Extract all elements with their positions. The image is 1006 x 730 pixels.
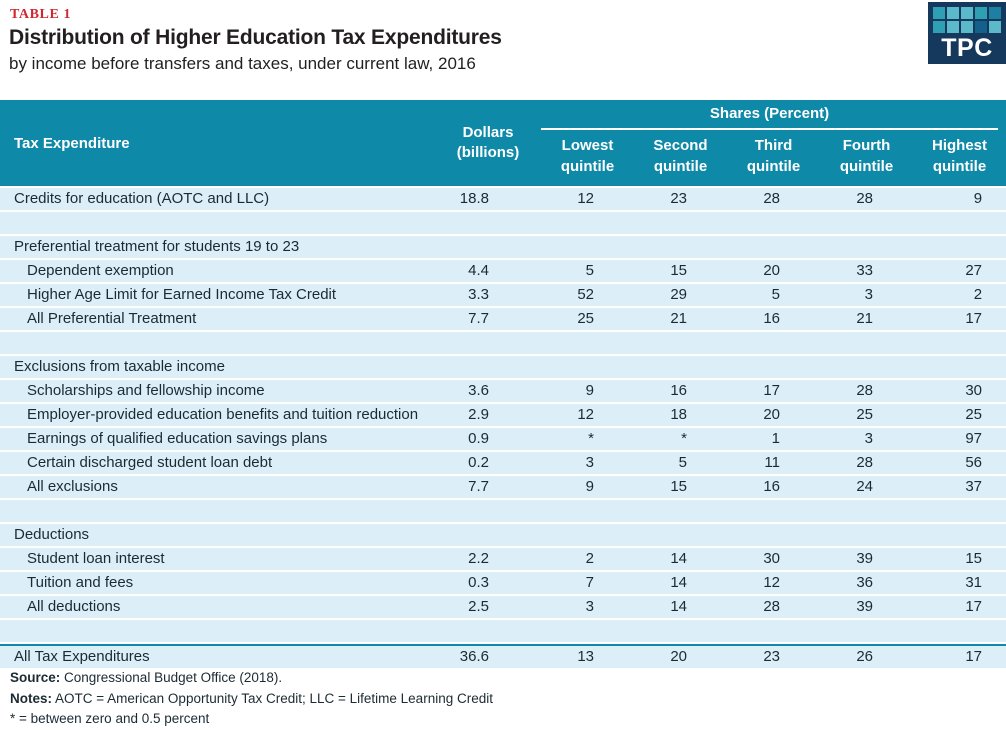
logo-square-icon xyxy=(947,21,959,33)
row-value: 3.3 xyxy=(435,282,541,306)
row-value xyxy=(913,234,1006,258)
row-value xyxy=(727,522,820,546)
page-title: Distribution of Higher Education Tax Expenditures xyxy=(9,26,502,49)
row-label: All Preferential Treatment xyxy=(0,306,435,330)
row-label: Preferential treatment for students 19 to 23 xyxy=(0,234,435,258)
table-body xyxy=(0,186,1006,668)
row-label: All exclusions xyxy=(0,474,435,498)
row-value xyxy=(820,330,913,354)
row-value: 17 xyxy=(913,306,1006,330)
row-value xyxy=(435,210,541,234)
row-value: 7.7 xyxy=(435,474,541,498)
row-value xyxy=(913,210,1006,234)
tpc-logo-text: TPC xyxy=(941,34,993,62)
table-row-data xyxy=(0,594,1006,618)
table-row-total xyxy=(0,644,1006,668)
row-value: 2.9 xyxy=(435,402,541,426)
row-value: 25 xyxy=(913,402,1006,426)
footer-notes xyxy=(10,668,1000,730)
row-value: 20 xyxy=(634,644,727,668)
row-label: Higher Age Limit for Earned Income Tax Credit xyxy=(0,282,435,306)
column-header-tax-expenditure: Tax Expenditure xyxy=(0,100,435,186)
table-row-data xyxy=(0,282,1006,306)
row-value xyxy=(913,354,1006,378)
document-header xyxy=(0,0,1006,100)
page-subtitle: by income before transfers and taxes, under current law, 2016 xyxy=(9,54,476,73)
table-row-data xyxy=(0,306,1006,330)
row-value xyxy=(634,330,727,354)
notes-note xyxy=(10,689,1000,710)
row-value: 20 xyxy=(727,258,820,282)
row-value: 36.6 xyxy=(435,644,541,668)
row-value xyxy=(435,330,541,354)
column-header-fourth-quintile: Fourth quintile xyxy=(820,130,913,186)
row-label: Tuition and fees xyxy=(0,570,435,594)
row-value xyxy=(634,498,727,522)
row-value: 7.7 xyxy=(435,306,541,330)
row-value: * xyxy=(541,426,634,450)
row-value xyxy=(913,498,1006,522)
table-row-data xyxy=(0,378,1006,402)
table-row-section xyxy=(0,234,1006,258)
row-value: 26 xyxy=(820,644,913,668)
source-note xyxy=(10,668,1000,689)
row-label xyxy=(0,498,435,522)
row-value: 39 xyxy=(820,594,913,618)
row-value: 12 xyxy=(541,402,634,426)
row-value: 11 xyxy=(727,450,820,474)
source-label: Source: xyxy=(10,670,61,685)
row-label: Credits for education (AOTC and LLC) xyxy=(0,186,435,210)
table-row-data xyxy=(0,426,1006,450)
row-value xyxy=(820,210,913,234)
row-value: 2.2 xyxy=(435,546,541,570)
table-row-data xyxy=(0,402,1006,426)
row-value xyxy=(727,330,820,354)
row-value: 5 xyxy=(634,450,727,474)
distribution-table xyxy=(0,100,1006,668)
table-row-data xyxy=(0,546,1006,570)
row-value: 2 xyxy=(541,546,634,570)
row-value xyxy=(541,618,634,644)
row-label: Exclusions from taxable income xyxy=(0,354,435,378)
row-value xyxy=(541,522,634,546)
table-header xyxy=(0,100,1006,186)
row-label: Scholarships and fellowship income xyxy=(0,378,435,402)
column-header-second-quintile: Second quintile xyxy=(634,130,727,186)
row-value: 25 xyxy=(541,306,634,330)
row-value: 12 xyxy=(727,570,820,594)
row-value: 29 xyxy=(634,282,727,306)
row-value xyxy=(634,234,727,258)
row-value: 14 xyxy=(634,594,727,618)
row-value xyxy=(435,618,541,644)
notes-text: AOTC = American Opportunity Tax Credit; LLC = Lifetime Learning Credit xyxy=(52,690,493,706)
row-label xyxy=(0,618,435,644)
row-value: 28 xyxy=(820,186,913,210)
row-value: 28 xyxy=(820,378,913,402)
tpc-logo xyxy=(928,2,1006,64)
row-value: 15 xyxy=(913,546,1006,570)
row-value xyxy=(435,498,541,522)
row-value: 9 xyxy=(541,474,634,498)
table-row-empty xyxy=(0,618,1006,644)
table-row-data xyxy=(0,474,1006,498)
row-value xyxy=(634,210,727,234)
row-value xyxy=(541,498,634,522)
row-value: 52 xyxy=(541,282,634,306)
table-row-section xyxy=(0,522,1006,546)
row-value: 5 xyxy=(541,258,634,282)
row-label: Student loan interest xyxy=(0,546,435,570)
row-value xyxy=(727,234,820,258)
row-value: 0.9 xyxy=(435,426,541,450)
row-value: 36 xyxy=(820,570,913,594)
row-value: 14 xyxy=(634,570,727,594)
logo-square-icon xyxy=(975,7,987,19)
row-value: 16 xyxy=(634,378,727,402)
row-label: All deductions xyxy=(0,594,435,618)
row-value xyxy=(820,234,913,258)
row-value: 2.5 xyxy=(435,594,541,618)
column-header-third-quintile: Third quintile xyxy=(727,130,820,186)
logo-square-icon xyxy=(989,7,1001,19)
row-value: 56 xyxy=(913,450,1006,474)
row-value xyxy=(541,354,634,378)
notes-label: Notes: xyxy=(10,690,53,706)
logo-square-icon xyxy=(975,21,987,33)
row-value: 37 xyxy=(913,474,1006,498)
row-value: 14 xyxy=(634,546,727,570)
row-value xyxy=(727,210,820,234)
row-value xyxy=(634,354,727,378)
row-value xyxy=(727,618,820,644)
table-row-empty xyxy=(0,498,1006,522)
row-label: Dependent exemption xyxy=(0,258,435,282)
row-value: 3 xyxy=(820,426,913,450)
row-label: All Tax Expenditures xyxy=(0,644,435,668)
row-value: 3 xyxy=(541,594,634,618)
row-value: 7 xyxy=(541,570,634,594)
row-label: Employer-provided education benefits and tuition reduction xyxy=(0,402,435,426)
row-value: 30 xyxy=(913,378,1006,402)
table-number-tag: TABLE 1 xyxy=(10,7,72,22)
row-value xyxy=(727,498,820,522)
row-value: 9 xyxy=(541,378,634,402)
row-value: 20 xyxy=(727,402,820,426)
row-value xyxy=(634,522,727,546)
table-row-data xyxy=(0,186,1006,210)
row-label xyxy=(0,330,435,354)
row-value xyxy=(913,618,1006,644)
tpc-logo-grid-icon xyxy=(933,7,1001,33)
row-value xyxy=(727,354,820,378)
row-value: 31 xyxy=(913,570,1006,594)
row-value: 0.2 xyxy=(435,450,541,474)
column-header-dollars: Dollars (billions) xyxy=(435,100,541,186)
logo-square-icon xyxy=(961,7,973,19)
row-value: 13 xyxy=(541,644,634,668)
row-value xyxy=(541,210,634,234)
row-label: Earnings of qualified education savings plans xyxy=(0,426,435,450)
row-value: 28 xyxy=(820,450,913,474)
row-value: 17 xyxy=(727,378,820,402)
row-value: 1 xyxy=(727,426,820,450)
row-value xyxy=(820,522,913,546)
row-value: 3 xyxy=(541,450,634,474)
row-value xyxy=(820,354,913,378)
row-value: 3.6 xyxy=(435,378,541,402)
logo-square-icon xyxy=(989,21,1001,33)
row-value: 9 xyxy=(913,186,1006,210)
row-value: 16 xyxy=(727,474,820,498)
row-value xyxy=(913,330,1006,354)
row-value: 23 xyxy=(727,644,820,668)
table-row-empty xyxy=(0,210,1006,234)
row-value: 28 xyxy=(727,594,820,618)
row-value: 23 xyxy=(634,186,727,210)
row-value: 33 xyxy=(820,258,913,282)
row-value xyxy=(913,522,1006,546)
row-value: 28 xyxy=(727,186,820,210)
logo-square-icon xyxy=(947,7,959,19)
row-value xyxy=(435,522,541,546)
row-value: 30 xyxy=(727,546,820,570)
row-value: 39 xyxy=(820,546,913,570)
column-header-lowest-quintile: Lowest quintile xyxy=(541,130,634,186)
row-value: 24 xyxy=(820,474,913,498)
source-text: Congressional Budget Office (2018). xyxy=(60,670,283,685)
row-value: 3 xyxy=(820,282,913,306)
row-value xyxy=(820,618,913,644)
row-value: 12 xyxy=(541,186,634,210)
row-label: Deductions xyxy=(0,522,435,546)
row-value: 18 xyxy=(634,402,727,426)
row-value: 21 xyxy=(634,306,727,330)
row-value: 16 xyxy=(727,306,820,330)
row-value: 4.4 xyxy=(435,258,541,282)
table-row-data xyxy=(0,450,1006,474)
table-row-data xyxy=(0,258,1006,282)
row-value xyxy=(435,354,541,378)
row-label: Certain discharged student loan debt xyxy=(0,450,435,474)
table-row-section xyxy=(0,354,1006,378)
row-value xyxy=(541,330,634,354)
row-value: 2 xyxy=(913,282,1006,306)
table-row-empty xyxy=(0,330,1006,354)
row-value: 97 xyxy=(913,426,1006,450)
shares-group-label: Shares (Percent) xyxy=(541,100,998,130)
row-value: 15 xyxy=(634,474,727,498)
row-value xyxy=(435,234,541,258)
row-value: 21 xyxy=(820,306,913,330)
row-value xyxy=(634,618,727,644)
row-value: 17 xyxy=(913,594,1006,618)
row-value xyxy=(820,498,913,522)
asterisk-note: * = between zero and 0.5 percent xyxy=(10,711,210,726)
row-value: * xyxy=(634,426,727,450)
row-label xyxy=(0,210,435,234)
column-header-highest-quintile: Highest quintile xyxy=(913,130,1006,186)
row-value: 17 xyxy=(913,644,1006,668)
row-value xyxy=(541,234,634,258)
logo-square-icon xyxy=(933,21,945,33)
logo-square-icon xyxy=(961,21,973,33)
row-value: 27 xyxy=(913,258,1006,282)
column-group-shares xyxy=(541,100,1006,130)
row-value: 25 xyxy=(820,402,913,426)
table-row-data xyxy=(0,570,1006,594)
row-value: 5 xyxy=(727,282,820,306)
row-value: 0.3 xyxy=(435,570,541,594)
row-value: 18.8 xyxy=(435,186,541,210)
row-value: 15 xyxy=(634,258,727,282)
logo-square-icon xyxy=(933,7,945,19)
